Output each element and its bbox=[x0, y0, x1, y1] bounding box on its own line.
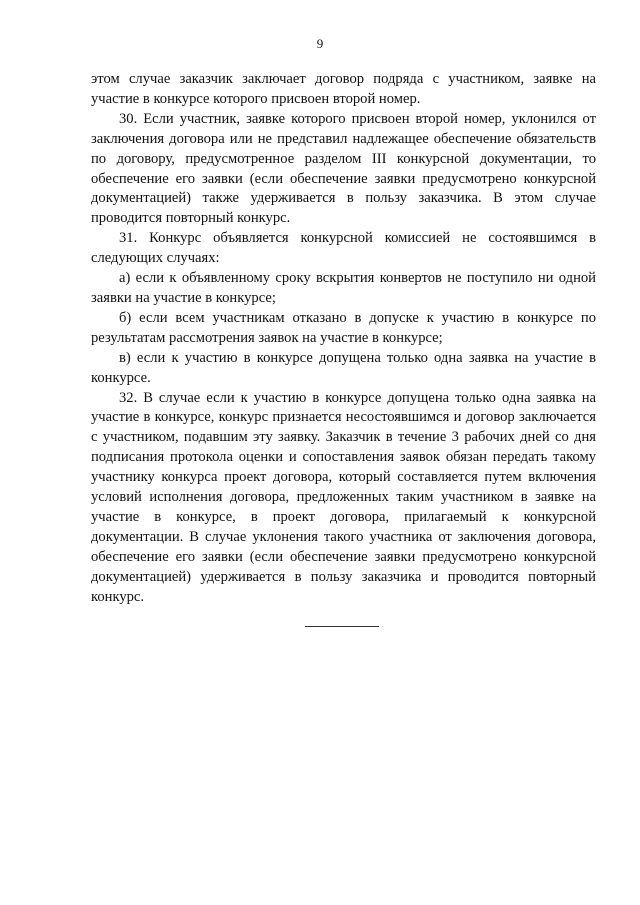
paragraph-31-b: б) если всем участникам отказано в допуске к участию в конкурсе по результатам рассмотрения заявок на участие в конкурсе; bbox=[91, 309, 596, 346]
paragraph-32: 32. В случае если к участию в конкурсе допущена только одна заявка на участие в конкурсе, конкурс признается несостоявшимся и договор заключается с участником, подавшим эту заявку. Заказчик в течение 3 рабочих дней со дня подписания протокола оценки и сопоставления заявок обязан передать такому участнику конкурса проект договора, который составляется путем включения условий исполнения договора, предложенных таким участником в заявке на участие в конкурсе, в проект договора, прилагаемый к конкурсной документации. В случае уклонения такого участника от заключения договора, обеспечение его заявки (если обеспечение заявки предусмотрено конкурсной документацией) удерживается в пользу заказчика и проводится повторный конкурс. bbox=[91, 389, 596, 605]
paragraph-30: 30. Если участник, заявке которого присвоен второй номер, уклонился от заключения договора или не представил надлежащее обеспечение обязательств по договору, предусмотренное разделом III конкурсной документации, то обеспечение его заявки (если обеспечение заявки предусмотрено конкурсной документацией) также удерживается в пользу заказчика. В этом случае проводится повторный конкурс. bbox=[91, 110, 596, 227]
paragraph-31-v: в) если к участию в конкурсе допущена только одна заявка на участие в конкурсе. bbox=[91, 349, 596, 386]
end-of-document-rule bbox=[305, 626, 379, 627]
paragraph-31: 31. Конкурс объявляется конкурсной комиссией не состоявшимся в следующих случаях: bbox=[91, 230, 596, 267]
document-body bbox=[91, 70, 596, 607]
page-number: 9 bbox=[316, 36, 324, 51]
paragraph-31-a: а) если к объявленному сроку вскрытия конвертов не поступило ни одной заявки на участие в конкурсе; bbox=[91, 270, 596, 306]
paragraph-continued: этом случае заказчик заключает договор подряда с участником, заявке на участие в конкурсе которого присвоен второй номер. bbox=[91, 71, 596, 107]
